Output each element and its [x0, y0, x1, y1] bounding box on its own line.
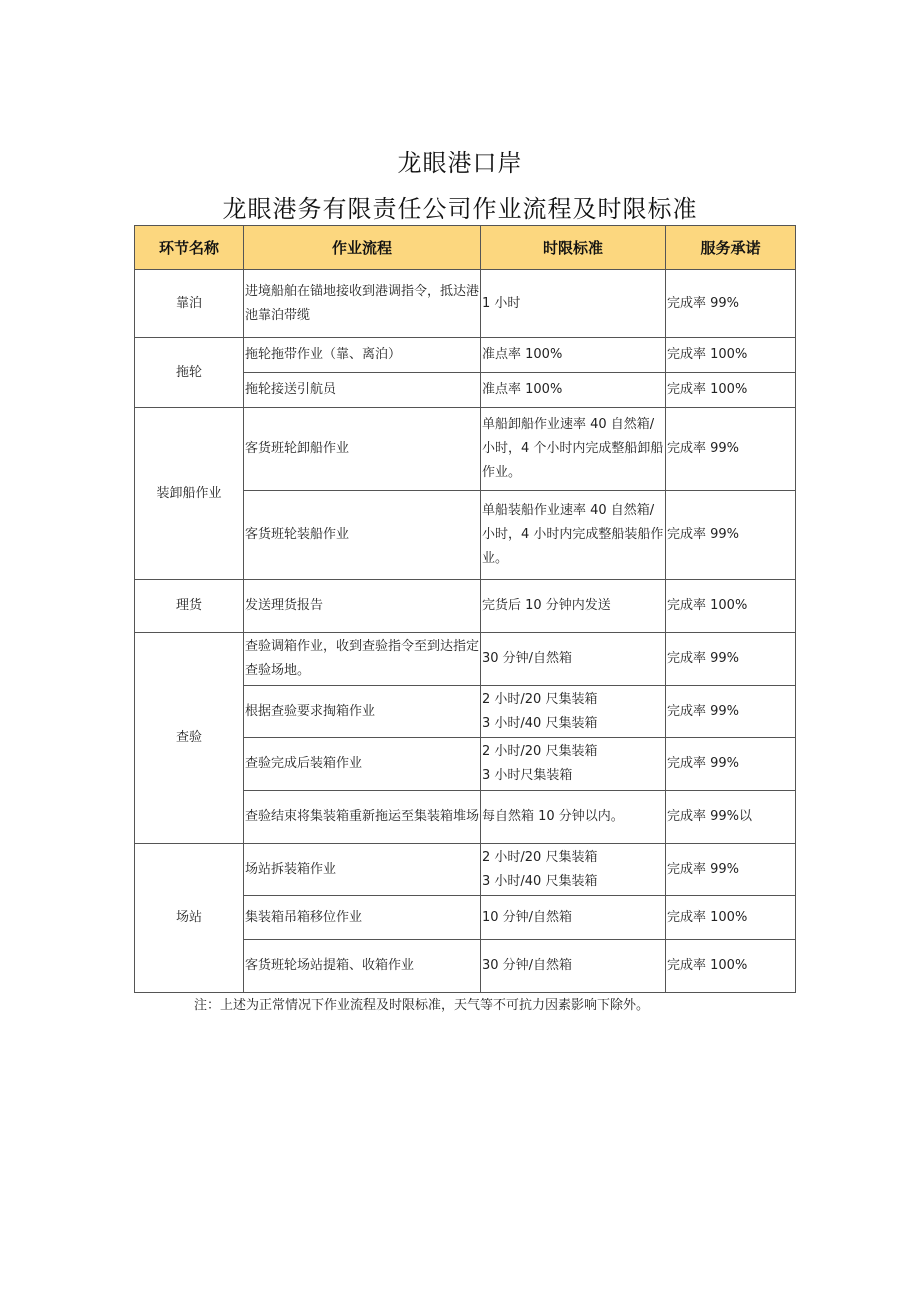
time-cell: [481, 738, 666, 791]
table-row: [135, 270, 796, 338]
stage-cell: 理货: [135, 580, 244, 633]
promise-cell: 完成率 99%: [666, 686, 796, 738]
table-header-row: [135, 226, 796, 270]
header-process: 作业流程: [244, 226, 481, 270]
stage-cell: 查验: [135, 633, 244, 844]
time-line: 3 小时/40 尺集装箱: [482, 715, 598, 731]
time-cell: 10 分钟/自然箱: [481, 896, 666, 940]
process-cell: 根据查验要求掏箱作业: [244, 686, 481, 738]
stage-cell: 靠泊: [135, 270, 244, 338]
header-stage: 环节名称: [135, 226, 244, 270]
time-cell: 完货后 10 分钟内发送: [481, 580, 666, 633]
page-title: 龙眼港口岸: [397, 149, 523, 177]
table-row: [135, 633, 796, 686]
process-cell: 拖轮接送引航员: [244, 373, 481, 408]
stage-cell: 拖轮: [135, 338, 244, 408]
header-service-promise: 服务承诺: [666, 226, 796, 270]
process-cell: 客货班轮场站提箱、收箱作业: [244, 940, 481, 993]
header-time-standard: 时限标准: [481, 226, 666, 270]
table-row: [135, 580, 796, 633]
time-cell: 30 分钟/自然箱: [481, 633, 666, 686]
time-cell: 1 小时: [481, 270, 666, 338]
time-cell: 30 分钟/自然箱: [481, 940, 666, 993]
process-table: [134, 225, 796, 993]
process-cell: 集装箱吊箱移位作业: [244, 896, 481, 940]
time-cell: 准点率 100%: [481, 373, 666, 408]
process-cell: 发送理货报告: [244, 580, 481, 633]
promise-cell: 完成率 100%: [666, 896, 796, 940]
promise-cell: 完成率 100%: [666, 940, 796, 993]
promise-cell: 完成率 99%: [666, 270, 796, 338]
promise-cell: 完成率 99%: [666, 738, 796, 791]
stage-cell: 装卸船作业: [135, 408, 244, 580]
promise-cell: 完成率 99%: [666, 491, 796, 580]
table-row: [135, 338, 796, 373]
time-cell: 单船卸船作业速率 40 自然箱/小时，4 个小时内完成整船卸船作业。: [481, 408, 666, 491]
promise-cell: 完成率 100%: [666, 338, 796, 373]
time-cell: 单船装船作业速率 40 自然箱/小时，4 小时内完成整船装船作业。: [481, 491, 666, 580]
time-cell: [481, 844, 666, 896]
process-cell: 查验结束将集装箱重新拖运至集装箱堆场: [244, 791, 481, 844]
time-line: 3 小时尺集装箱: [482, 768, 573, 783]
promise-cell: 完成率 100%: [666, 373, 796, 408]
time-line: 3 小时/40 尺集装箱: [482, 873, 598, 889]
promise-cell: 完成率 100%: [666, 580, 796, 633]
promise-cell: 完成率 99%: [666, 408, 796, 491]
time-cell: 每自然箱 10 分钟以内。: [481, 791, 666, 844]
time-cell: 准点率 100%: [481, 338, 666, 373]
process-cell: 客货班轮卸船作业: [244, 408, 481, 491]
time-line: 2 小时/20 尺集装箱: [482, 744, 598, 759]
process-cell: 查验完成后装箱作业: [244, 738, 481, 791]
table-row: [135, 408, 796, 491]
promise-cell: 完成率 99%: [666, 844, 796, 896]
process-cell: 场站拆装箱作业: [244, 844, 481, 896]
document-subtitle: 龙眼港务有限责任公司作业流程及时限标准: [222, 195, 698, 223]
process-cell: 进境船舶在锚地接收到港调指令，抵达港池靠泊带缆: [244, 270, 481, 338]
stage-cell: 场站: [135, 844, 244, 993]
time-line: 2 小时/20 尺集装箱: [482, 691, 598, 707]
footnote: 注：上述为正常情况下作业流程及时限标准，天气等不可抗力因素影响下除外。: [194, 998, 650, 1013]
promise-cell: 完成率 99%以: [666, 791, 796, 844]
time-cell: [481, 686, 666, 738]
process-cell: 客货班轮装船作业: [244, 491, 481, 580]
process-cell: 查验调箱作业，收到查验指令至到达指定查验场地。: [244, 633, 481, 686]
promise-cell: 完成率 99%: [666, 633, 796, 686]
process-cell: 拖轮拖带作业（靠、离泊）: [244, 338, 481, 373]
table-row: [135, 844, 796, 896]
time-line: 2 小时/20 尺集装箱: [482, 849, 598, 865]
